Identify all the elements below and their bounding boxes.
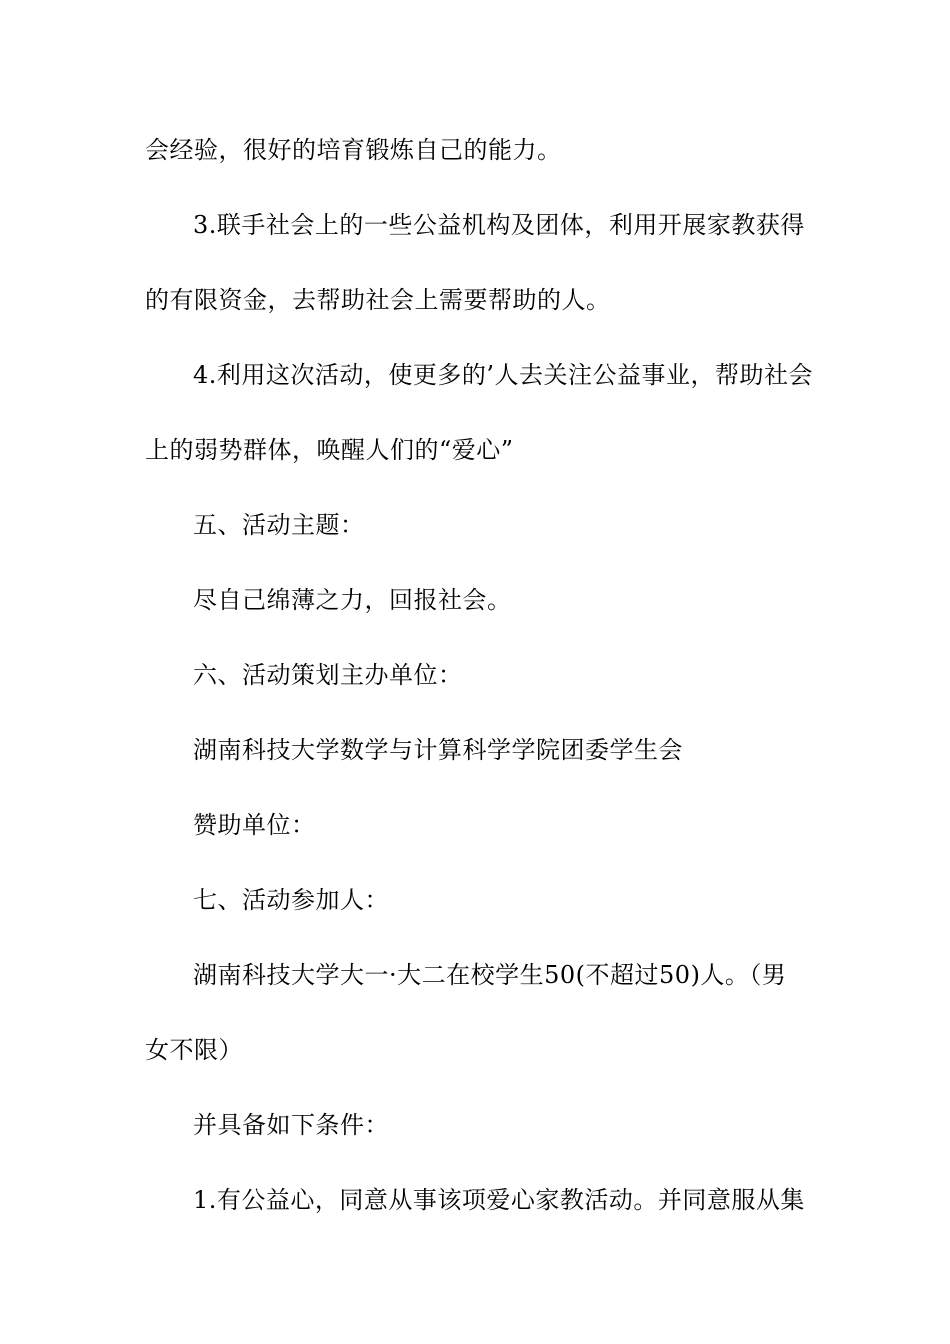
text-line: 3.联手社会上的一些公益机构及团体，利用开展家教获得 <box>193 211 805 239</box>
text-line: 1.有公益心，同意从事该项爱心家教活动。并同意服从集 <box>193 1186 805 1214</box>
section-heading: 五、活动主题： <box>193 511 365 539</box>
text-line: 并具备如下条件： <box>193 1111 389 1139</box>
text-line: 湖南科技大学数学与计算科学学院团委学生会 <box>193 736 683 764</box>
text-line: 上的弱势群体，唤醒人们的“爱心” <box>145 436 514 464</box>
section-heading: 七、活动参加人： <box>193 886 389 914</box>
text-line: 尽自己绵薄之力，回报社会。 <box>193 586 512 614</box>
text-line: 湖南科技大学大一·大二在校学生50(不超过50)人。（男 <box>193 961 787 989</box>
section-heading: 六、活动策划主办单位： <box>193 661 463 689</box>
text-line: 赞助单位： <box>193 811 316 839</box>
text-line: 4.利用这次活动，使更多的’人去关注公益事业，帮助社会 <box>193 361 814 389</box>
text-line: 女不限） <box>145 1036 243 1064</box>
text-line: 会经验，很好的培育锻炼自己的能力。 <box>145 136 562 164</box>
text-line: 的有限资金，去帮助社会上需要帮助的人。 <box>145 286 611 314</box>
